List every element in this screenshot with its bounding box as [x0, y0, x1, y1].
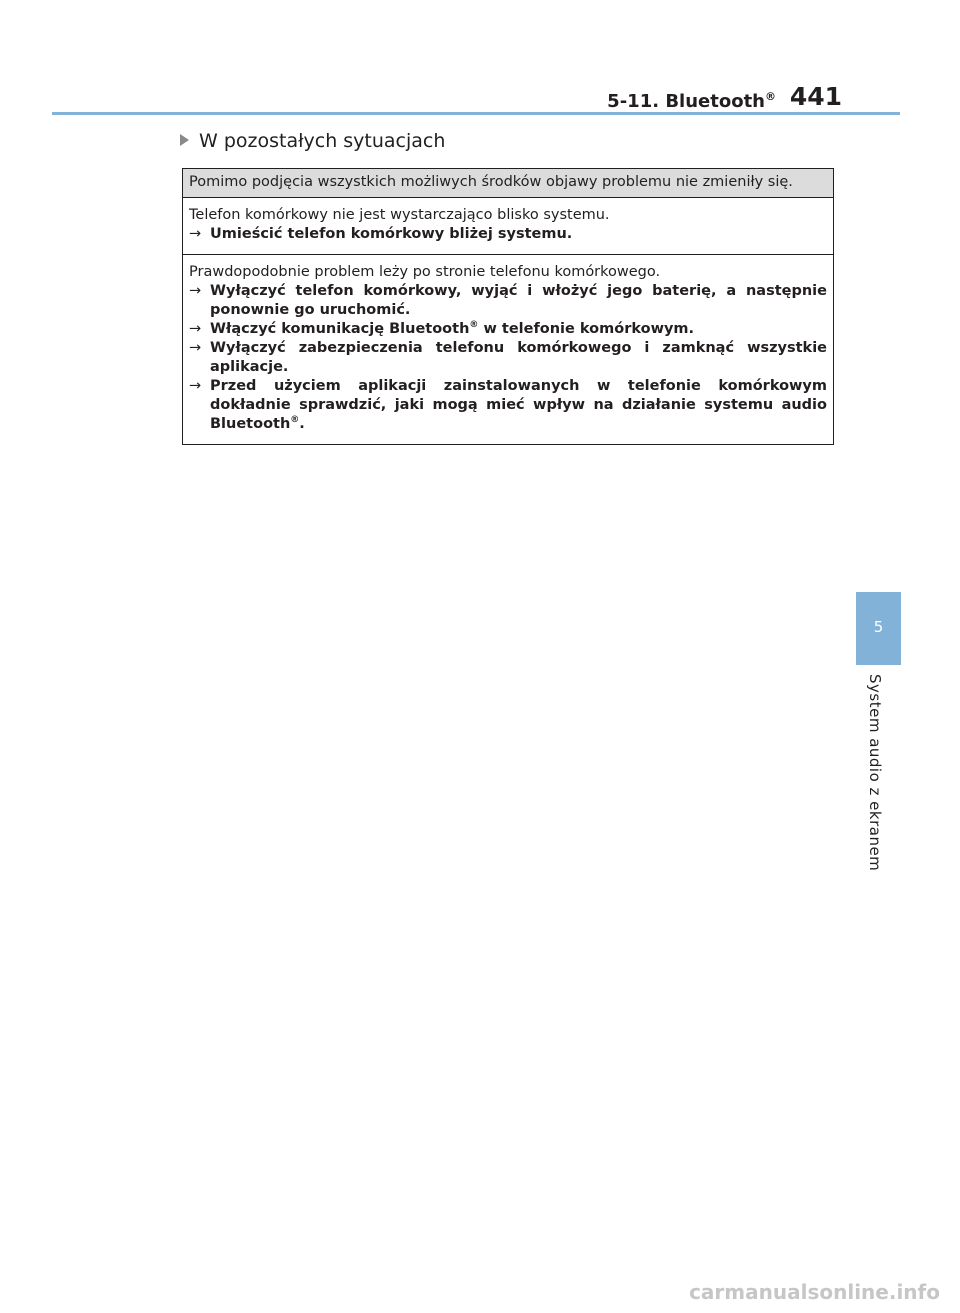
registered-mark: ® — [469, 320, 479, 331]
table-header: Pomimo podjęcia wszystkich możliwych środków objawy problemu nie zmieniły się. — [183, 169, 833, 198]
arrow-icon: → — [189, 226, 202, 242]
watermark: carmanualsonline.info — [689, 1280, 940, 1304]
arrow-icon: → — [189, 340, 202, 356]
page-number: 441 — [789, 82, 842, 111]
row-action: → Wyłączyć zabezpieczenia telefonu komórkowego i zamknąć wszystkie aplikacje. — [189, 340, 827, 375]
troubleshooting-table — [182, 168, 834, 445]
chapter-number: 5 — [873, 618, 884, 636]
arrow-icon: → — [189, 283, 202, 299]
row-cause: Telefon komórkowy nie jest wystarczająco blisko systemu. — [189, 207, 610, 223]
chapter-label-text: System audio z ekranem — [866, 674, 884, 872]
chapter-label — [866, 674, 888, 884]
chapter-tab — [856, 592, 901, 665]
triangle-bullet-icon — [180, 134, 189, 146]
row-action: → Włączyć komunikację Bluetooth® w telefonie komórkowym. — [189, 320, 695, 337]
arrow-icon: → — [189, 378, 202, 394]
subsection-title: W pozostałych sytuacjach — [199, 130, 446, 152]
header-divider — [52, 112, 900, 115]
row-action: → Przed użyciem aplikacji zainstalowanych w telefonie komórkowym dokładnie sprawdzić, jaki mogą mieć wpływ na działanie systemu audio Bluetooth®. — [189, 378, 827, 432]
row-action: → Umieścić telefon komórkowy bliżej systemu. — [189, 226, 573, 242]
table-row — [183, 255, 833, 444]
page-header — [52, 84, 900, 114]
registered-mark: ® — [765, 90, 776, 103]
row-cause: Prawdopodobnie problem leży po stronie telefonu komórkowego. — [189, 264, 661, 280]
subsection-heading — [180, 130, 445, 152]
section-title: 5-11. Bluetooth® — [607, 90, 776, 112]
row-action: → Wyłączyć telefon komórkowy, wyjąć i włożyć jego baterię, a następnie ponownie go uruchomić. — [189, 283, 827, 318]
registered-mark: ® — [290, 415, 300, 426]
arrow-icon: → — [189, 321, 202, 337]
table-row — [183, 198, 833, 255]
